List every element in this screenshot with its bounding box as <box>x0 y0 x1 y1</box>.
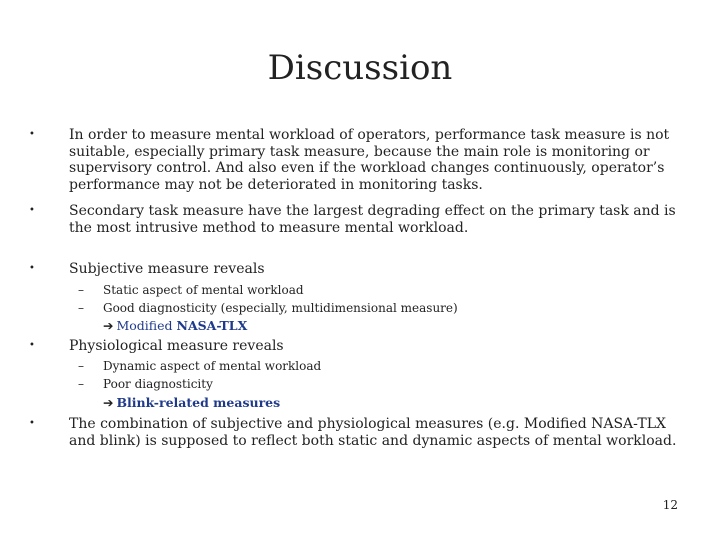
arrow-line-subjective <box>103 318 663 334</box>
sub-item <box>78 282 663 298</box>
bullet-dot: • <box>29 129 35 140</box>
sub-item <box>78 358 663 374</box>
bullet-text: Subjective measure reveals <box>69 261 265 277</box>
bullet-4 <box>29 338 689 355</box>
sub-item <box>78 300 663 316</box>
nasa-tlx-label: NASA-TLX <box>176 318 248 333</box>
sub-item-text: Poor diagnosticity <box>103 377 213 391</box>
sub-item-text: Static aspect of mental workload <box>103 283 304 297</box>
bullet-1 <box>29 127 689 193</box>
bullet-dot: • <box>29 418 35 429</box>
bullet-3 <box>29 261 689 278</box>
bullet-dot: • <box>29 340 35 351</box>
page-number: 12 <box>662 498 678 512</box>
bullet-text: In order to measure mental workload of operators, performance task measure is not suitable, especially primary task measure, because the main role is monitoring or supervisory control. And also even if the workload changes continuously, operator’s performance may not be deteriorated in monitoring tasks. <box>69 127 670 193</box>
sub-item <box>78 376 663 392</box>
sub-item-text: Good diagnosticity (especially, multidimensional measure) <box>103 301 458 315</box>
arrow-prefix: Modified <box>116 318 177 333</box>
dash-marker: – <box>78 283 84 297</box>
blink-measures-label: Blink-related measures <box>116 395 281 410</box>
arrow-icon: ➔ <box>103 395 114 410</box>
bullet-dot: • <box>29 263 35 274</box>
arrow-line-physiological <box>103 395 663 411</box>
sub-item-text: Dynamic aspect of mental workload <box>103 359 322 373</box>
bullet-text: Secondary task measure have the largest degrading effect on the primary task and is the most intrusive method to measure mental workload. <box>69 203 676 236</box>
dash-marker: – <box>78 377 84 391</box>
arrow-icon: ➔ <box>103 318 114 333</box>
bullet-dot: • <box>29 205 35 216</box>
bullet-text: The combination of subjective and physiological measures (e.g. Modified NASA-TLX and blink) is supposed to reflect both static and dynamic aspects of mental workload. <box>69 416 677 449</box>
bullet-text: Physiological measure reveals <box>69 338 284 354</box>
dash-marker: – <box>78 301 84 315</box>
bullet-2 <box>29 203 689 236</box>
slide-title: Discussion <box>267 48 453 88</box>
dash-marker: – <box>78 359 84 373</box>
bullet-5 <box>29 416 689 449</box>
